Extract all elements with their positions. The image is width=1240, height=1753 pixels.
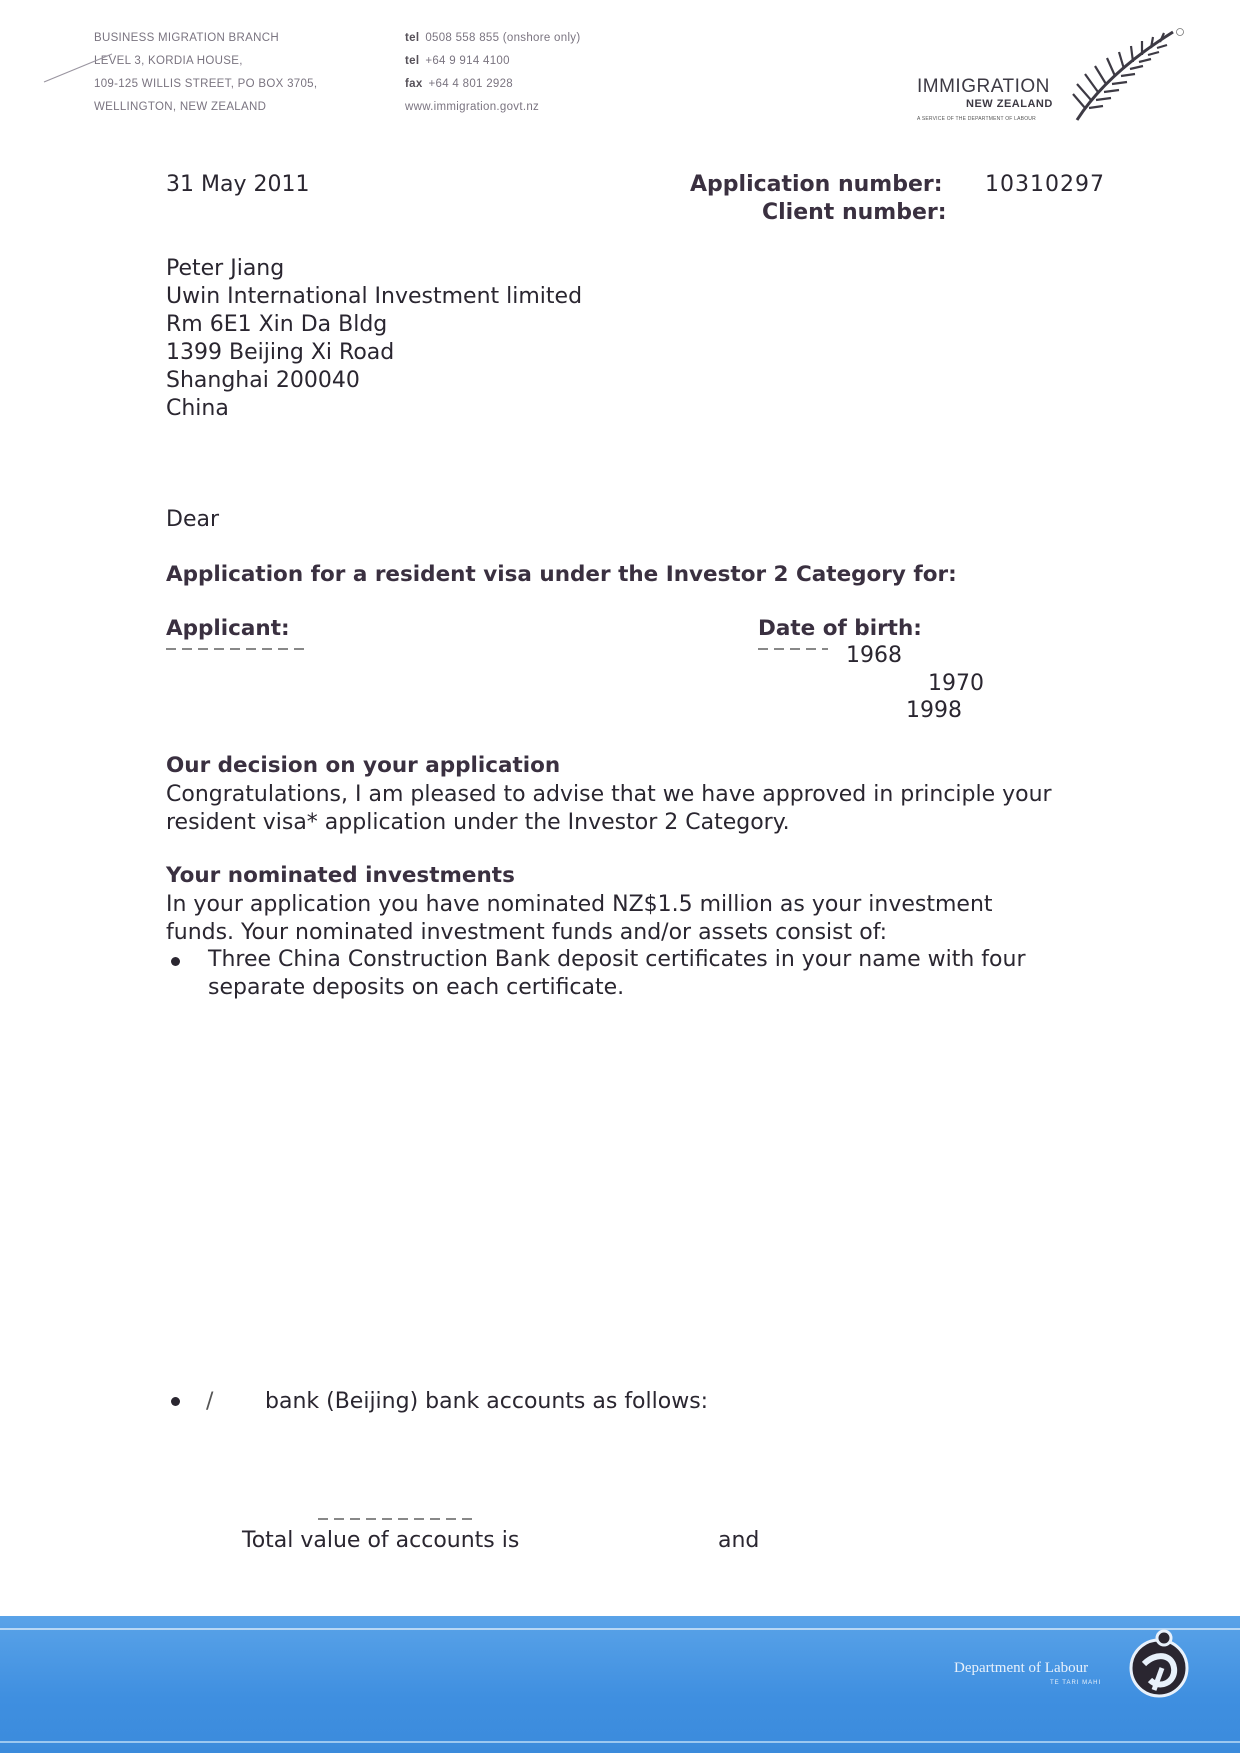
recipient-line: China [166,396,229,421]
address-line: 109-125 WILLIS STREET, PO BOX 3705, [94,78,318,90]
letter-date: 31 May 2011 [166,172,310,197]
logo-title: IMMIGRATION [917,76,1050,97]
silver-fern-icon [1065,22,1185,122]
recipient-line: Peter Jiang [166,256,285,281]
logo-tagline: A SERVICE OF THE DEPARTMENT OF LABOUR [917,116,1036,122]
salutation: Dear [166,507,220,532]
department-of-labour-icon [1124,1624,1194,1700]
application-number: 10310297 [985,172,1105,197]
dob-value: 1968 [846,643,902,668]
investments-line: In your application you have nominated NZ$1.5 million as your investment [166,892,993,917]
recipient-line: Uwin International Investment limited [166,284,583,309]
applicant-label: Applicant: [166,616,290,641]
contact-website: www.immigration.govt.nz [405,101,540,113]
recipient-line: Shanghai 200040 [166,368,360,393]
investments-heading: Your nominated investments [166,863,515,888]
address-line: LEVEL 3, KORDIA HOUSE, [94,55,243,67]
total-value-and: and [718,1528,760,1553]
redacted-applicant-name [166,648,306,650]
decision-line: resident visa* application under the Investor 2 Category. [166,810,790,835]
contact-block [405,27,580,119]
investments-text [166,891,993,947]
investments-line: funds. Your nominated investment funds and/or assets consist of: [166,920,888,945]
application-number-label: Application number: [690,172,943,197]
dob-value: 1970 [928,671,984,696]
pen-mark-decoration [40,50,120,90]
bullet-dot [171,1397,180,1406]
dob-label: Date of birth: [758,616,922,641]
letter-subject: Application for a resident visa under the Investor 2 Category for: [166,562,957,587]
department-name: Department of Labour [954,1660,1089,1676]
recipient-line: 1399 Beijing Xi Road [166,340,395,365]
client-number-label: Client number: [762,200,947,225]
decision-heading: Our decision on your application [166,753,561,778]
department-maori-name: TE TARI MAHI [1050,1680,1102,1686]
contact-tel-onshore: tel 0508 558 855 (onshore only) [405,32,581,44]
bullet2-mark: / [206,1389,214,1414]
redacted-accounts [318,1518,478,1520]
dob-value: 1998 [906,698,962,723]
branch-address [94,27,317,119]
bullet-dot [171,957,180,966]
decision-text [166,781,1052,837]
investment-item-line: separate deposits on each certificate. [208,975,625,1000]
address-line: BUSINESS MIGRATION BRANCH [94,32,279,44]
recipient-line: Rm 6E1 Xin Da Bldg [166,312,388,337]
address-line: WELLINGTON, NEW ZEALAND [94,101,267,113]
redacted-dob [758,648,828,650]
investment-item-line: Three China Construction Bank deposit certificates in your name with four [208,947,1026,972]
decision-line: Congratulations, I am pleased to advise that we have approved in principle your [166,782,1052,807]
logo-subtitle: NEW ZEALAND [966,98,1053,110]
footer-band [0,1616,1240,1753]
recipient-address [166,255,582,423]
investment-item-1 [208,946,1026,1002]
total-value-text: Total value of accounts is [242,1528,520,1553]
immigration-nz-logo [905,22,1195,132]
contact-tel: tel +64 9 914 4100 [405,55,510,67]
investment-item-2: bank (Beijing) bank accounts as follows: [265,1389,709,1414]
contact-fax: fax +64 4 801 2928 [405,78,513,90]
